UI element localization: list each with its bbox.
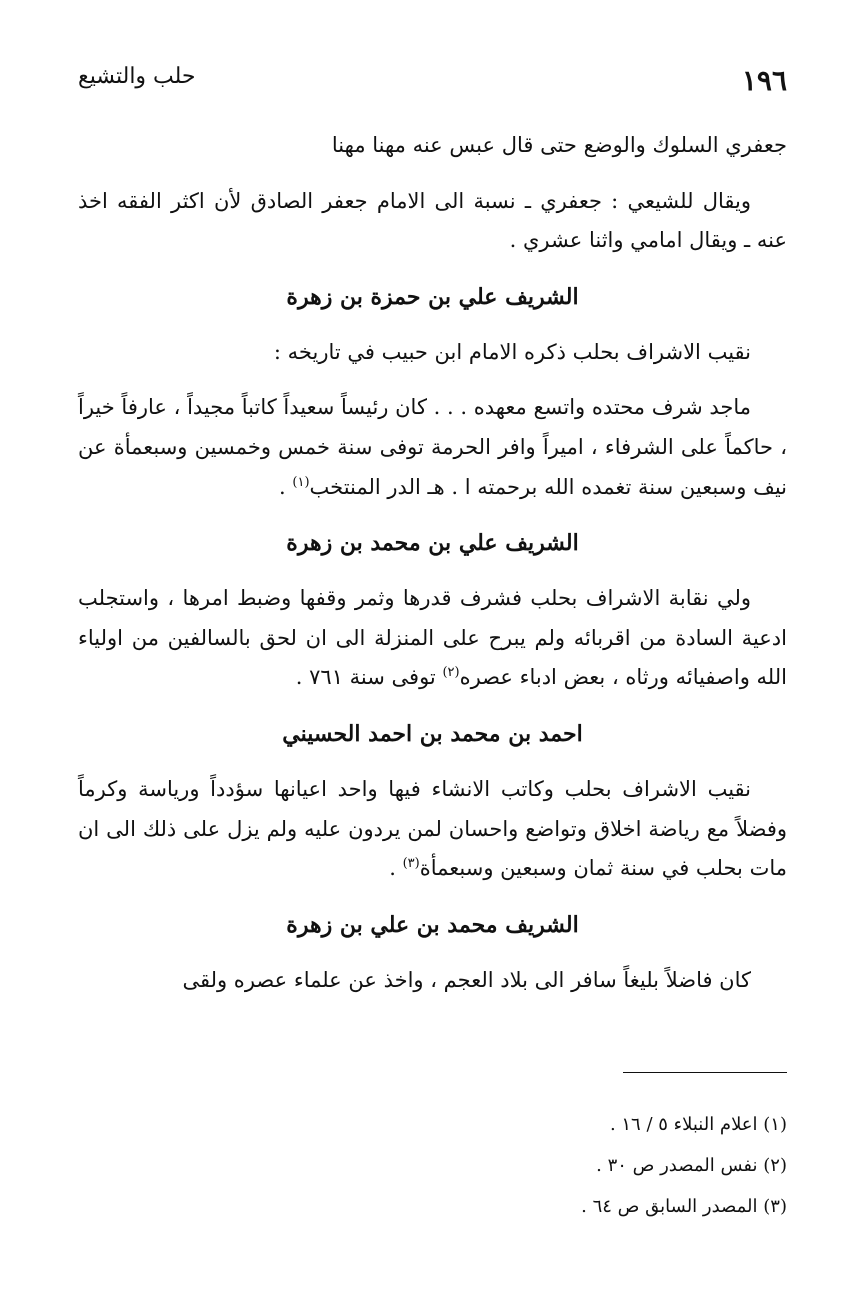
footnote: (٣) المصدر السابق ص ٦٤ . (581, 1196, 787, 1217)
paragraph (78, 388, 787, 507)
paragraph-end: . (389, 856, 403, 881)
section-heading: الشريف علي بن محمد بن زهرة (286, 530, 579, 557)
body-text (78, 126, 787, 1000)
paragraph: جعفري السلوك والوضع حتى قال عبس عنه مهنا مهنا (331, 133, 787, 157)
paragraph-end: . (279, 474, 293, 499)
paragraph: نقيب الاشراف بحلب ذكره الامام ابن حبيب في تاريخه : (273, 339, 751, 364)
paragraph-text: ولي نقابة الاشراف بحلب فشرف قدرها وثمر وقفها وضبط امرها ، واستجلب ادعية السادة من اقربائه ولم يبرح على المنزلة الى ان لحق بالسالفين من اولياء الله واصفيائه ورثاه ، بعض ادباء عصره (78, 586, 787, 690)
paragraph-text: ماجد شرف محتده واتسع معهده . . . كان رئيساً سعيداً كاتباً مجيداً ، عارفاً خيراً ، حاكماً على الشرفاء ، اميراً وافر الحرمة توفى سنة خمس وخمسين وسبعمأة عن نيف وسبعين سنة تغمده الله برحمته ا . هـ الدر المنتخب (78, 395, 787, 499)
page-number: ١٩٦ (741, 64, 787, 97)
footnote-marker: (١) (292, 474, 310, 490)
section-heading: الشريف علي بن حمزة بن زهرة (286, 283, 579, 310)
page-header (78, 58, 787, 102)
section-heading: احمد بن محمد بن احمد الحسيني (282, 720, 583, 747)
section-heading: الشريف محمد بن علي بن زهرة (286, 911, 579, 938)
paragraph (78, 770, 787, 889)
running-title: حلب والتشيع (78, 64, 196, 89)
footnote-marker: (٢) (442, 665, 460, 681)
footnote-marker: (٣) (402, 856, 420, 872)
paragraph: ويقال للشيعي : جعفري ـ نسبة الى الامام جعفر الصادق لأن اكثر الفقه اخذ عنه ـ ويقال امامي واثنا عشري . (78, 188, 787, 253)
paragraph: كان فاضلاً بليغاً سافر الى بلاد العجم ، واخذ عن علماء عصره ولقى (182, 967, 751, 992)
footnote: (١) اعلام النبلاء ٥ / ١٦ . (609, 1114, 787, 1135)
footnotes (367, 1104, 787, 1227)
paragraph-text: نقيب الاشراف بحلب وكاتب الانشاء فيها واحد اعيانها سؤدداً ورياسة وكرماً وفضلاً مع رياضة اخلاق وتواضع واحسان لمن يردون عليه ولم يزل على ذلك الى ان مات بحلب في سنة ثمان وسبعين وسبعمأة (78, 776, 787, 881)
paragraph-end: توفى سنة ٧٦١ . (295, 665, 443, 690)
paragraph (78, 579, 787, 698)
footnote-divider (623, 1072, 787, 1073)
footnote: (٢) نفس المصدر ص ٣٠ . (596, 1155, 787, 1176)
